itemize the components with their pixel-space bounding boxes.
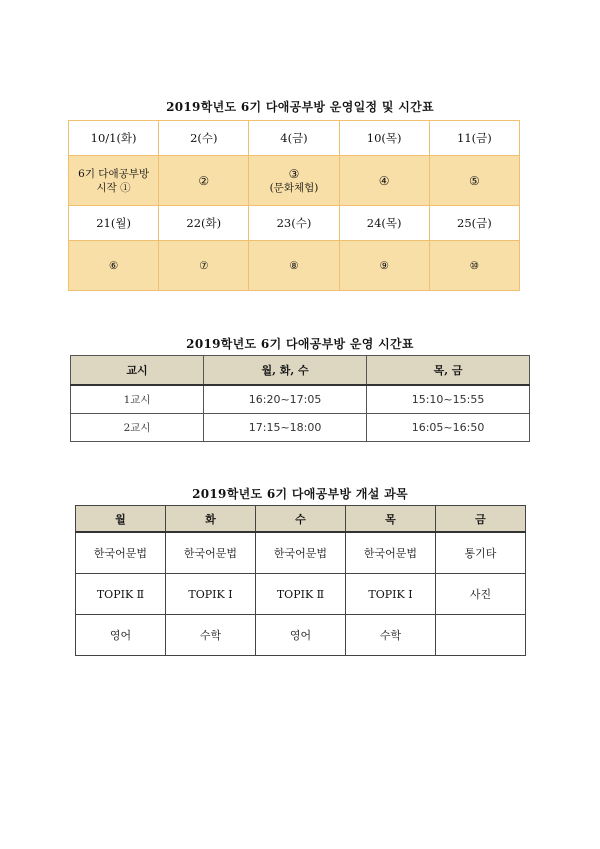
timetable-table bbox=[70, 355, 530, 442]
session-number: ⑤ bbox=[468, 173, 480, 188]
schedule-table bbox=[68, 120, 520, 291]
period-cell: 1교시 bbox=[71, 385, 204, 414]
course-cell: TOPIK Ⅱ bbox=[76, 574, 166, 615]
timetable-header-cell: 월, 화, 수 bbox=[204, 356, 367, 386]
timetable-title: 2019학년도 6기 다애공부방 운영 시간표 bbox=[186, 337, 414, 351]
schedule-date-cell: 11(금) bbox=[429, 121, 519, 156]
courses-header-cell: 목 bbox=[346, 506, 436, 533]
table-row bbox=[76, 532, 526, 574]
schedule-session-cell bbox=[339, 156, 429, 206]
course-cell: 한국어문법 bbox=[256, 532, 346, 574]
timetable-header-row bbox=[71, 356, 530, 386]
courses-title: 2019학년도 6기 다애공부방 개설 과목 bbox=[192, 487, 408, 501]
course-cell: TOPIK Ⅰ bbox=[346, 574, 436, 615]
period-cell: 2교시 bbox=[71, 414, 204, 442]
schedule-date-row-week2 bbox=[69, 206, 520, 241]
course-cell: 수학 bbox=[346, 615, 436, 656]
schedule-date-cell: 25(금) bbox=[429, 206, 519, 241]
course-cell: 통기타 bbox=[436, 532, 526, 574]
table-row bbox=[71, 414, 530, 442]
time-cell: 17:15~18:00 bbox=[204, 414, 367, 442]
course-cell: 영어 bbox=[76, 615, 166, 656]
course-cell: 수학 bbox=[166, 615, 256, 656]
schedule-session-row-week2 bbox=[69, 241, 520, 291]
schedule-date-cell: 10/1(화) bbox=[69, 121, 159, 156]
schedule-date-cell: 2(수) bbox=[159, 121, 249, 156]
course-cell: 한국어문법 bbox=[76, 532, 166, 574]
schedule-session-cell bbox=[159, 156, 249, 206]
session-number: ④ bbox=[378, 173, 390, 188]
session-number: ⑧ bbox=[249, 241, 339, 291]
schedule-session-cell bbox=[69, 156, 159, 206]
session-number: ③ bbox=[288, 166, 300, 181]
schedule-date-cell: 10(목) bbox=[339, 121, 429, 156]
session-number: ⑦ bbox=[159, 241, 249, 291]
time-cell: 16:05~16:50 bbox=[367, 414, 530, 442]
schedule-date-cell: 21(월) bbox=[69, 206, 159, 241]
course-cell: 한국어문법 bbox=[166, 532, 256, 574]
table-row bbox=[71, 385, 530, 414]
schedule-title: 2019학년도 6기 다애공부방 운영일정 및 시간표 bbox=[166, 100, 434, 114]
time-cell: 16:20~17:05 bbox=[204, 385, 367, 414]
session-line: 6기 다애공부방 bbox=[78, 167, 150, 180]
course-cell: 사진 bbox=[436, 574, 526, 615]
courses-header-cell: 금 bbox=[436, 506, 526, 533]
courses-header-cell: 월 bbox=[76, 506, 166, 533]
courses-header-cell: 화 bbox=[166, 506, 256, 533]
session-number: ⑨ bbox=[339, 241, 429, 291]
table-row bbox=[76, 574, 526, 615]
course-cell: 한국어문법 bbox=[346, 532, 436, 574]
table-row bbox=[76, 615, 526, 656]
courses-header-cell: 수 bbox=[256, 506, 346, 533]
session-number: ⑩ bbox=[429, 241, 519, 291]
course-cell: TOPIK Ⅱ bbox=[256, 574, 346, 615]
schedule-session-row-week1 bbox=[69, 156, 520, 206]
schedule-date-cell: 4(금) bbox=[249, 121, 339, 156]
timetable-header-cell: 목, 금 bbox=[367, 356, 530, 386]
schedule-session-cell bbox=[249, 156, 339, 206]
schedule-date-row-week1 bbox=[69, 121, 520, 156]
courses-table bbox=[75, 505, 526, 656]
session-number: ② bbox=[198, 173, 210, 188]
session-number: ⑥ bbox=[69, 241, 159, 291]
schedule-date-cell: 23(수) bbox=[249, 206, 339, 241]
session-line: 시작 ① bbox=[96, 181, 131, 194]
schedule-session-cell bbox=[429, 156, 519, 206]
timetable-header-cell: 교시 bbox=[71, 356, 204, 386]
session-note: (문화체험) bbox=[269, 181, 319, 194]
course-cell: 영어 bbox=[256, 615, 346, 656]
course-cell: TOPIK Ⅰ bbox=[166, 574, 256, 615]
courses-header-row bbox=[76, 506, 526, 533]
schedule-date-cell: 22(화) bbox=[159, 206, 249, 241]
course-cell bbox=[436, 615, 526, 656]
schedule-date-cell: 24(목) bbox=[339, 206, 429, 241]
time-cell: 15:10~15:55 bbox=[367, 385, 530, 414]
